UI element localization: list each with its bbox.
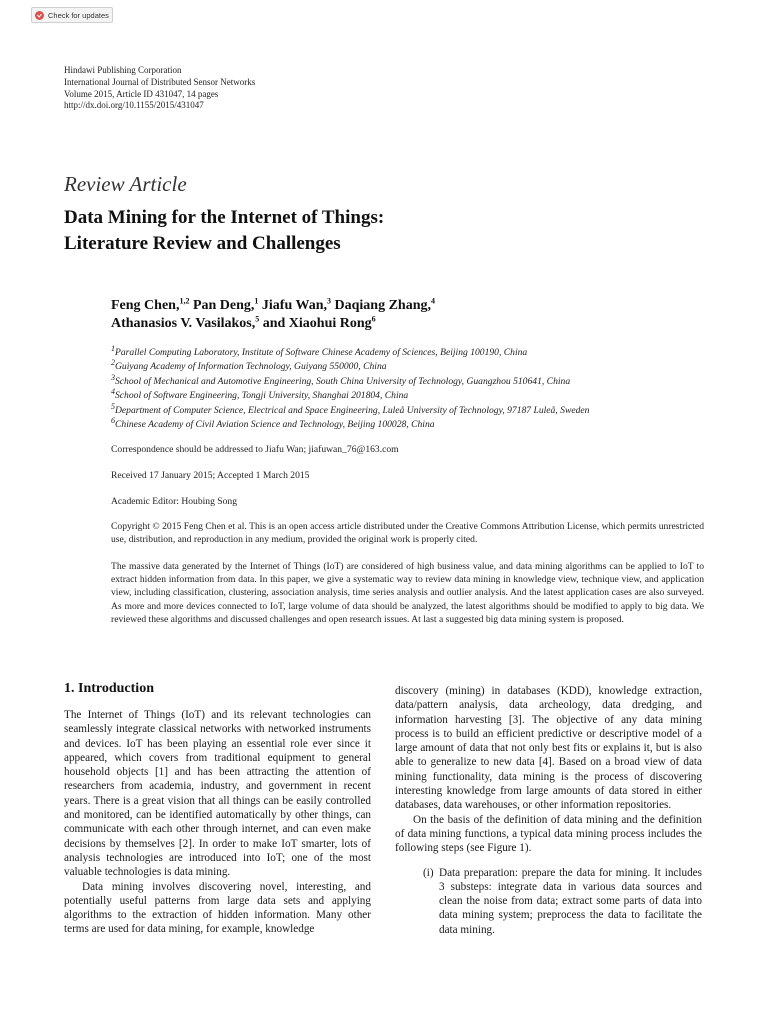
correspondence: Correspondence should be addressed to Jiafu Wan; jiafuwan_76@163.com bbox=[111, 444, 399, 455]
author-sup: 6 bbox=[371, 314, 376, 324]
author-name: Pan Deng, bbox=[189, 298, 255, 313]
affiliation-sup: 2 bbox=[111, 358, 115, 368]
paragraph: Data mining involves discovering novel, interesting, and potentially useful patterns from large data sets and applying algorithms to the extraction of hidden information. Many other terms are used for data mining, for example, knowledge bbox=[64, 880, 371, 936]
author-line-2 bbox=[111, 315, 435, 333]
check-for-updates-label: Check for updates bbox=[48, 10, 109, 20]
affiliation-sup: 4 bbox=[111, 387, 115, 397]
list-item-text: Data preparation: prepare the data for mining. It includes 3 substeps: integrate data in various data sources and clean the noise from data; extract some parts of data into data mining system; preprocess the data to facilitate the data mining. bbox=[439, 866, 702, 936]
affiliation-text: Guiyang Academy of Information Technology, Guiyang 550000, China bbox=[115, 361, 387, 373]
author-name: Athanasios V. Vasilakos, bbox=[111, 316, 256, 331]
author-name: Daqiang Zhang, bbox=[331, 298, 431, 313]
affiliation bbox=[111, 372, 589, 389]
affiliation bbox=[111, 401, 590, 418]
paragraph: The Internet of Things (IoT) and its relevant technologies can seamlessly integrate classical networks with networked instruments and devices. IoT has been playing an essential role ever since it appeared, which covers from traditional equipment to general household objects [1] and has been attracting the attention of researchers from academia, industry, and government in recent years. There is a great vision that all things can be easily controlled and monitored, can be identified automatically by other things, can communicate with each other through internet, and can even make decisions by themselves [2]. In order to make IoT smarter, lots of analysis technologies are introduced into IoT; one of the most valuable technologies is data mining. bbox=[64, 709, 371, 879]
paragraph-text: ). bbox=[524, 842, 532, 855]
affiliation-text: School of Mechanical and Automotive Engineering, South China University of Technology, Guangzhou 510641, China bbox=[115, 375, 571, 387]
affiliation bbox=[111, 360, 589, 374]
check-for-updates-button[interactable] bbox=[31, 7, 113, 23]
section-heading: 1. Introduction bbox=[64, 681, 154, 696]
author-name: Jiafu Wan, bbox=[258, 298, 328, 313]
affiliation-text: Parallel Computing Laboratory, Institute of Software Chinese Academy of Sciences, Beijing 100190, China bbox=[115, 347, 528, 358]
affiliation-text: Chinese Academy of Civil Aviation Science and Technology, Beijing 100028, China bbox=[115, 419, 435, 431]
affiliation-sup: 6 bbox=[111, 415, 115, 425]
author-sup: 5 bbox=[255, 314, 260, 324]
paragraph: discovery (mining) in databases (KDD), knowledge extraction, data/pattern analysis, data archeology, data dredging, and information harvesting [3]. The objective of any data mining process is to build an efficient predictive or descriptive model of a large amount of data that not only best fits or explains it, but is also able to generalize to new data [4]. Based on a broad view of data mining functionality, data mining is the process of discovering interesting knowledge from large amounts of data stored in either databases, data warehouses, or other information repositories. bbox=[395, 685, 702, 812]
paper-title bbox=[64, 205, 384, 257]
publisher: Hindawi Publishing Corporation bbox=[64, 65, 182, 75]
title-line-1: Data Mining for the Internet of Things: bbox=[64, 207, 385, 228]
right-column bbox=[395, 684, 702, 937]
check-for-updates-icon bbox=[35, 11, 44, 20]
affiliation-sup: 5 bbox=[111, 401, 115, 411]
author-sup: 1,2 bbox=[179, 296, 190, 306]
author-sup: 3 bbox=[327, 296, 332, 306]
author-sup: 4 bbox=[431, 296, 435, 306]
author-name: and Xiaohui Rong bbox=[259, 316, 372, 331]
affiliation bbox=[111, 415, 589, 432]
affiliation-sup: 1 bbox=[111, 343, 115, 353]
author-sup: 1 bbox=[254, 296, 259, 306]
title-line-2: Literature Review and Challenges bbox=[64, 233, 341, 254]
affiliation-text: Department of Computer Science, Electrical and Space Engineering, Luleå University of Technology, 97187 Luleå, Sweden bbox=[115, 404, 590, 416]
list-item bbox=[395, 866, 702, 937]
journal-info bbox=[64, 65, 255, 112]
affiliation-text: School of Software Engineering, Tongji University, Shanghai 201804, China bbox=[115, 390, 409, 402]
volume-info: Volume 2015, Article ID 431047, 14 pages bbox=[64, 88, 219, 99]
author-line-1 bbox=[111, 297, 435, 315]
paragraph-text: On the basis of the definition of data mining and the definition of data mining functions, a typical data mining process includes the following steps (see bbox=[395, 813, 702, 855]
journal-name: International Journal of Distributed Sensor Networks bbox=[64, 76, 256, 87]
figure-1-link[interactable]: Figure 1 bbox=[487, 842, 525, 855]
affiliation-list bbox=[111, 343, 590, 432]
author-list bbox=[111, 297, 435, 333]
affiliation-sup: 3 bbox=[111, 372, 115, 382]
paragraph bbox=[395, 813, 702, 856]
doi-link[interactable]: http://dx.doi.org/10.1155/2015/431047 bbox=[64, 100, 204, 111]
left-column bbox=[64, 708, 371, 937]
article-type: Review Article bbox=[64, 172, 187, 196]
copyright-notice: Copyright © 2015 Feng Chen et al. This is an open access article distributed under the Creative Commons Attribution License, which permits unrestricted use, distribution, and reproduction in any medium, provided the original work is properly cited. bbox=[111, 521, 704, 546]
academic-editor: Academic Editor: Houbing Song bbox=[111, 496, 238, 507]
list-item-number: (i) bbox=[423, 866, 434, 879]
received-dates: Received 17 January 2015; Accepted 1 March 2015 bbox=[111, 470, 310, 481]
abstract: The massive data generated by the Internet of Things (IoT) are considered of high business value, and data mining algorithms can be applied to IoT to extract hidden information from data. In this paper, we give a systematic way to review data mining in knowledge view, technique view, and application view, including classification, clustering, association analysis, time series analysis and outlier analysis. And the latest application cases are also surveyed. As more and more devices connected to IoT, large volume of data should be analyzed, the latest algorithms should be modified to apply to big data. We reviewed these algorithms and discussed challenges and open research issues. At last a suggested big data mining system is proposed. bbox=[111, 561, 704, 625]
affiliation bbox=[111, 389, 589, 403]
author-name: Feng Chen, bbox=[111, 298, 180, 313]
affiliation bbox=[111, 343, 589, 360]
